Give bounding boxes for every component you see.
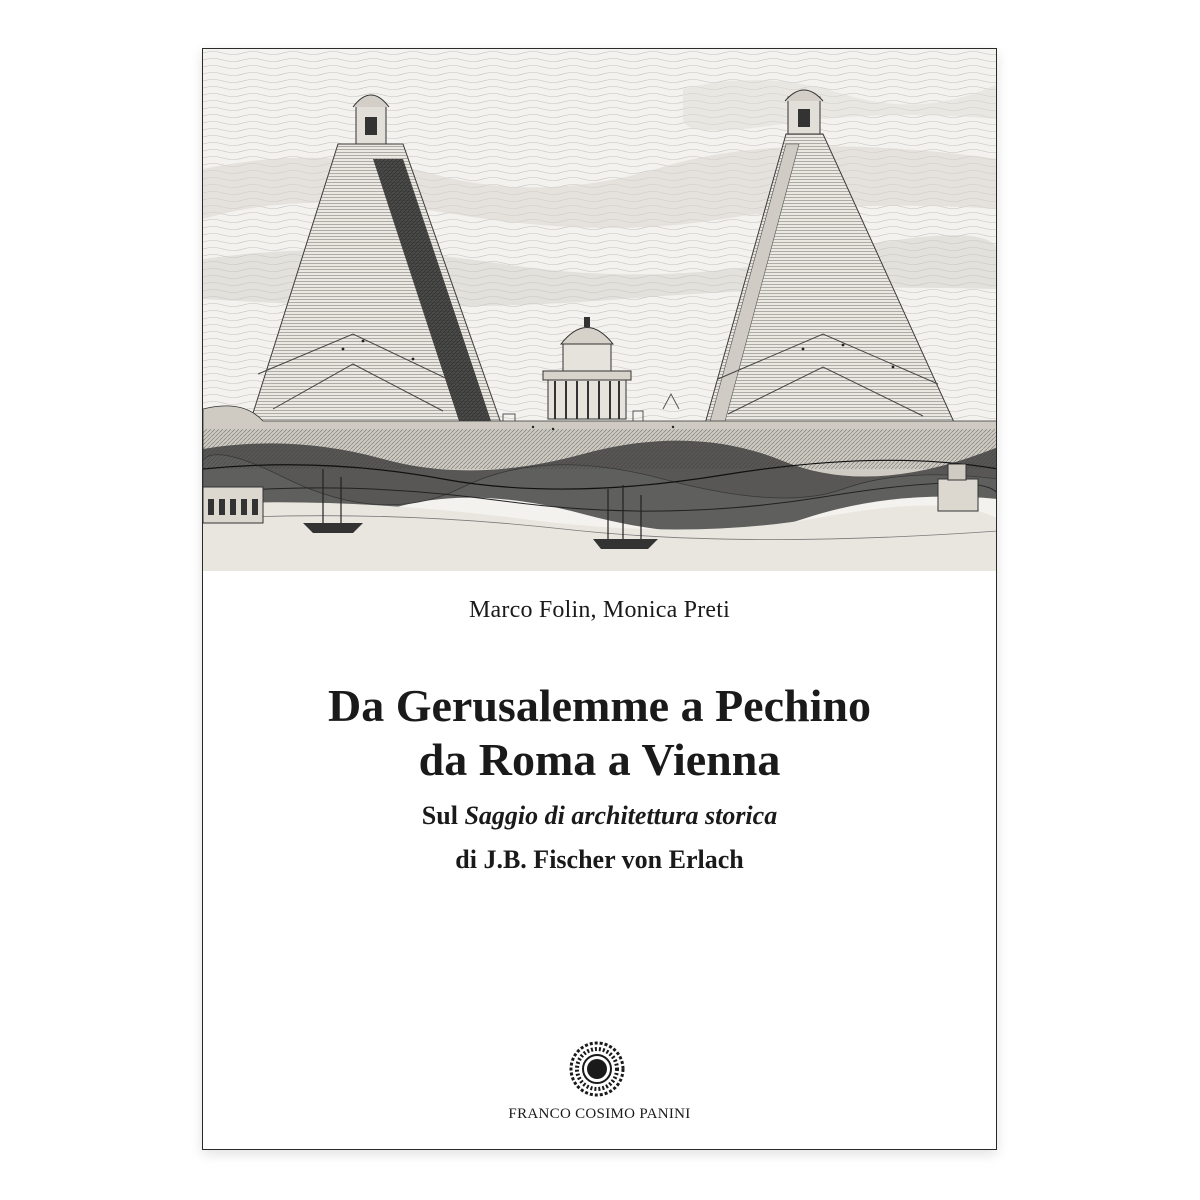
title-line-2: da Roma a Vienna xyxy=(418,734,781,785)
title-line-1: Da Gerusalemme a Pechino xyxy=(328,680,871,731)
publisher-logo-icon xyxy=(569,1041,625,1097)
authors: Marco Folin, Monica Preti xyxy=(469,597,730,623)
subtitle-line-2: di J.B. Fischer von Erlach xyxy=(455,845,744,874)
subtitle-line-1 xyxy=(203,801,996,831)
cover-engraving xyxy=(203,49,997,571)
subtitle-prefix: Sul xyxy=(421,801,465,830)
subtitle-italic-title: Saggio di architettura storica xyxy=(464,801,778,830)
publisher-name: FRANCO COSIMO PANINI xyxy=(508,1106,691,1122)
book-cover xyxy=(202,48,997,1150)
